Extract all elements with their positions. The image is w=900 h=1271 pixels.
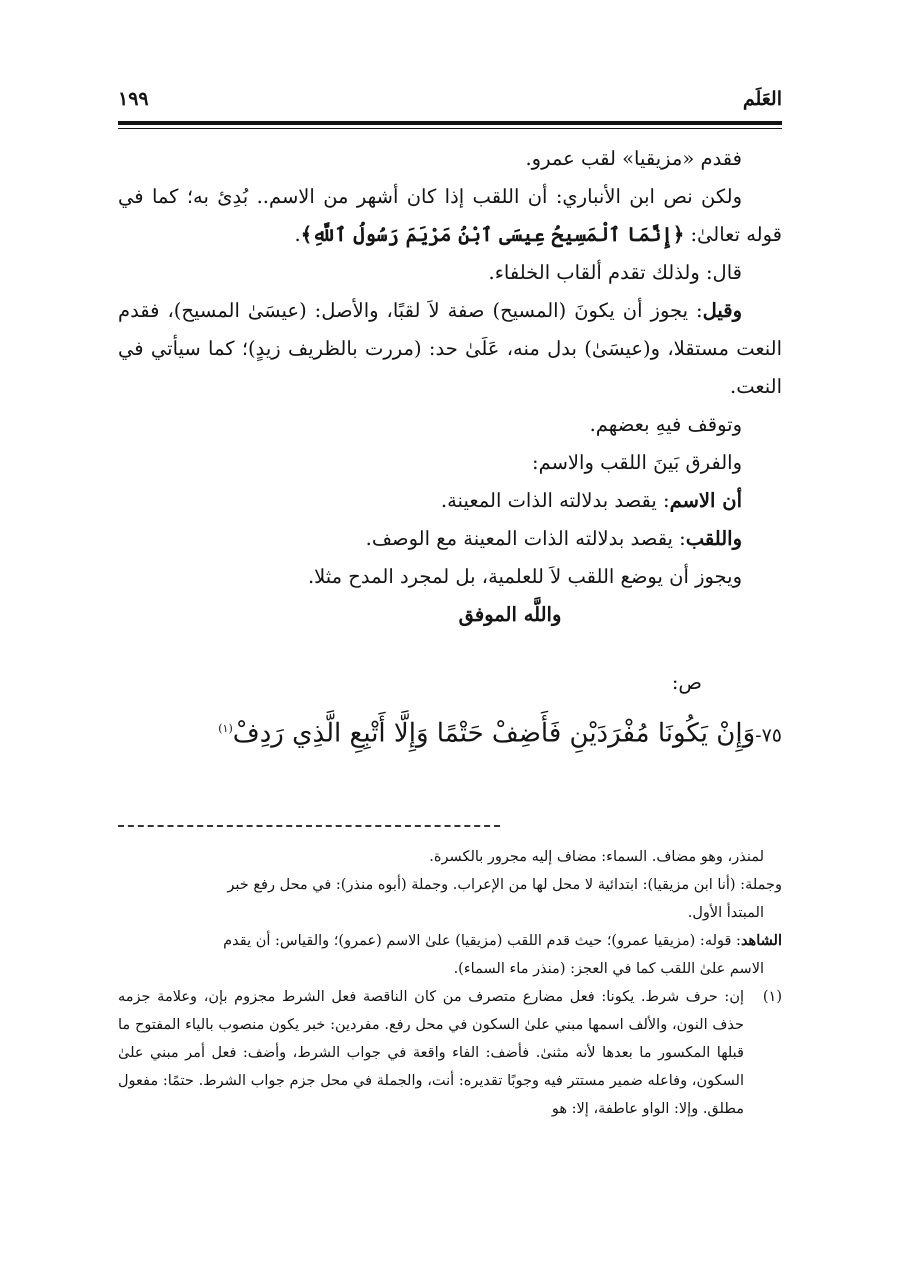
book-page: [118, 0, 782, 1271]
main-text: [118, 140, 782, 759]
footnote-marker: (١): [762, 989, 782, 1005]
footnote-separator: [118, 825, 500, 827]
paragraph: قال: ولذلك تقدم ألقاب الخلفاء.: [488, 261, 742, 284]
definition-text: : يقصد بدلالته الذات المعينة.: [440, 489, 670, 512]
bold-term: وقيل: [702, 299, 742, 322]
definition-text: : يقصد بدلالته الذات المعينة مع الوصف.: [365, 527, 686, 550]
paragraph: والفرق بَينَ اللقب والاسم:: [532, 451, 742, 474]
bold-term: أن الاسم: [669, 489, 742, 512]
definition-title: [118, 520, 782, 558]
header-rule-thin: [118, 128, 782, 129]
verse-number: ٧٥-: [755, 724, 782, 747]
footnote-line: لمنذر، وهو مضاف. السماء: مضاف إليه مجرور بالكسرة.: [429, 849, 764, 865]
paragraph-quran-citation: [118, 178, 782, 254]
paragraph-alternative-view: [118, 292, 782, 406]
section-marker: ص:: [671, 671, 702, 694]
footnote-reference: (١): [218, 722, 233, 735]
verse-text: وَإِنْ يَكُونَا مُفْرَدَيْنِ فَأَضِفْ حَتْمًا وَإِلَّا أَتْبِعِ الَّذِي رَدِفْ: [232, 718, 756, 749]
footnotes: [118, 843, 782, 1123]
footnote-line: وجملة: (أنا ابن مزيقيا): ابتدائية لا محل لها من الإعراب. وجملة (أبوه منذر): في محل رفع خبر: [227, 877, 782, 893]
paragraph: فقدم «مزيقيا» لقب عمرو.: [525, 147, 742, 170]
running-header: [118, 88, 782, 118]
paragraph-end: .: [294, 223, 301, 246]
footnote-line: المبتدأ الأول.: [687, 905, 764, 921]
footnote-text: إن: حرف شرط. يكونا: فعل مضارع متصرف من كان الناقصة فعل الشرط مجزوم بإن، وعلامة جزمه حذف النون، والألف اسمها مبني علىٰ السكون في محل رفع. مفردين: خبر يكون منصوب بالياء المفتوح ما قبلها المكسور ما بعدها لأنه مثنىٰ. فأضف: الفاء واقعة في جواب الشرط، وأضف: فعل أمر مبني علىٰ السكون، وفاعله ضمير مستتر فيه وجوبًا تقديره: أنت، والجملة في محل جزم جواب الشرط. حتمًا: مفعول مطلق. وإلا: الواو عاطفة، إلا: هو: [118, 989, 744, 1117]
chapter-title: العَلَم: [742, 88, 782, 110]
bold-term: واللقب: [685, 527, 742, 550]
footnote-text: : قوله: (مزيقيا عمرو)؛ حيث قدم اللقب (مزيقيا) علىٰ الاسم (عمرو)؛ والقياس: أن يقدم: [223, 933, 741, 949]
footnote-line: الاسم علىٰ اللقب كما في العجز: (منذر ماء السماء).: [453, 961, 764, 977]
alfiyya-verse: [118, 706, 782, 759]
closing-phrase: واللَّه الموفق: [458, 603, 562, 626]
paragraph: ويجوز أن يوضع اللقب لاَ للعلمية، بل لمجرد المدح مثلا.: [307, 565, 742, 588]
paragraph-text: ولكن نص ابن الأنباري: أن اللقب إذا كان أشهر من الاسم.. بُدِئ به؛ كما في قوله تعالىٰ:: [118, 185, 782, 246]
bold-term: الشاهد: [740, 932, 782, 949]
footnote-1: [118, 983, 782, 1123]
footnote-shahid: [118, 927, 782, 955]
definition-name: [118, 482, 782, 520]
header-rule-thick: [118, 121, 782, 125]
paragraph-text: : يجوز أن يكونَ (المسيح) صفة لاَ لقبًا، والأصل: (عيسَىٰ المسيح)، فقدم النعت مستقلا، و(عيسَىٰ) بدل منه، عَلَىٰ حد: (مررت بالظريف زيدٍ)؛ كما سيأتي في النعت.: [118, 299, 782, 398]
page-number: ١٩٩: [118, 88, 149, 110]
quran-verse: ﴿إِنَّمَا ٱلْمَسِيحُ عِيسَى ٱبْنُ مَرْيَمَ رَسُولُ ٱللَّهِ﴾: [300, 223, 685, 246]
paragraph: وتوقف فيهِ بعضهم.: [589, 413, 742, 436]
